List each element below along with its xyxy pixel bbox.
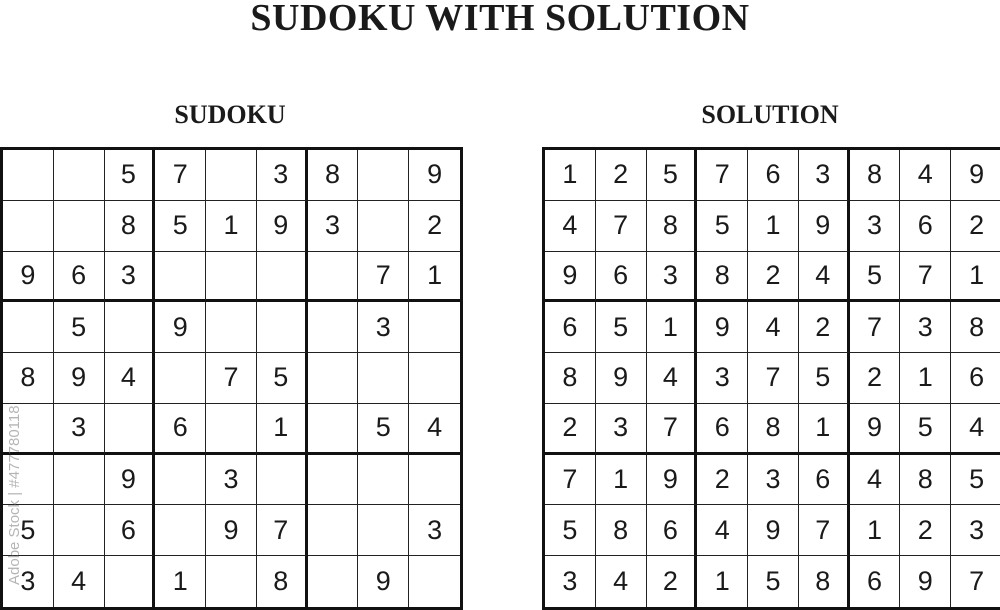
puzzle-cell-3-7: 3 [358,302,409,353]
puzzle-cell-8-2[interactable] [105,556,156,607]
puzzle-cell-7-8: 3 [409,505,460,556]
solution-cell-7-0: 5 [545,505,596,556]
puzzle-cell-3-2[interactable] [105,302,156,353]
puzzle-cell-3-5[interactable] [257,302,308,353]
puzzle-cell-6-0[interactable] [3,455,54,506]
puzzle-cell-6-3[interactable] [155,455,206,506]
puzzle-cell-1-5: 9 [257,201,308,252]
solution-cell-3-2: 1 [647,302,698,353]
solution-cell-7-6: 1 [850,505,901,556]
puzzle-cell-4-7[interactable] [358,353,409,404]
puzzle-cell-4-6[interactable] [308,353,359,404]
solution-cell-7-7: 2 [900,505,951,556]
puzzle-cell-8-7: 9 [358,556,409,607]
solution-cell-6-0: 7 [545,455,596,506]
solution-cell-1-0: 4 [545,201,596,252]
puzzle-cell-1-8: 2 [409,201,460,252]
puzzle-cell-7-7[interactable] [358,505,409,556]
solution-cell-5-1: 3 [596,404,647,455]
solution-cell-8-1: 4 [596,556,647,607]
solution-cell-1-7: 6 [900,201,951,252]
solution-cell-4-0: 8 [545,353,596,404]
puzzle-cell-6-2: 9 [105,455,156,506]
solution-cell-3-0: 6 [545,302,596,353]
solution-cell-8-4: 5 [748,556,799,607]
puzzle-cell-4-5: 5 [257,353,308,404]
puzzle-cell-2-3[interactable] [155,252,206,303]
solution-cell-3-3: 9 [697,302,748,353]
puzzle-cell-2-4[interactable] [206,252,257,303]
solution-cell-6-4: 3 [748,455,799,506]
solution-cell-4-2: 4 [647,353,698,404]
puzzle-cell-0-3: 7 [155,150,206,201]
solution-cell-3-5: 2 [799,302,850,353]
solution-cell-3-4: 4 [748,302,799,353]
solution-cell-7-5: 7 [799,505,850,556]
puzzle-cell-8-3: 1 [155,556,206,607]
puzzle-cell-1-7[interactable] [358,201,409,252]
solution-cell-2-5: 4 [799,252,850,303]
puzzle-cell-8-4[interactable] [206,556,257,607]
solution-cell-8-2: 2 [647,556,698,607]
puzzle-cell-0-6: 8 [308,150,359,201]
solution-cell-1-2: 8 [647,201,698,252]
solution-cell-2-7: 7 [900,252,951,303]
puzzle-cell-5-7: 5 [358,404,409,455]
puzzle-cell-3-1: 5 [54,302,105,353]
solution-cell-6-5: 6 [799,455,850,506]
puzzle-cell-3-0[interactable] [3,302,54,353]
solution-cell-7-8: 3 [951,505,1000,556]
solution-cell-8-0: 3 [545,556,596,607]
puzzle-cell-6-5[interactable] [257,455,308,506]
puzzle-cell-5-2[interactable] [105,404,156,455]
puzzle-grid [0,147,463,610]
solution-cell-2-4: 2 [748,252,799,303]
puzzle-cell-0-1[interactable] [54,150,105,201]
puzzle-cell-7-0: 5 [3,505,54,556]
puzzle-cell-0-0[interactable] [3,150,54,201]
solution-cell-4-7: 1 [900,353,951,404]
solution-cell-5-5: 1 [799,404,850,455]
puzzle-cell-7-3[interactable] [155,505,206,556]
solution-cell-1-1: 7 [596,201,647,252]
solution-cell-5-8: 4 [951,404,1000,455]
solution-cell-5-0: 2 [545,404,596,455]
solution-cell-0-5: 3 [799,150,850,201]
puzzle-cell-3-8[interactable] [409,302,460,353]
solution-cell-8-8: 7 [969,566,985,597]
solution-cell-7-4: 9 [748,505,799,556]
solution-title: SOLUTION [701,100,839,129]
solution-cell-2-3: 8 [697,252,748,303]
puzzle-cell-8-1: 4 [54,556,105,607]
puzzle-cell-6-8[interactable] [409,455,460,506]
puzzle-cell-4-3[interactable] [155,353,206,404]
solution-cell-4-1: 9 [596,353,647,404]
puzzle-cell-7-2: 6 [105,505,156,556]
puzzle-cell-3-4[interactable] [206,302,257,353]
solution-cell-7-2: 6 [647,505,698,556]
solution-cell-3-8: 8 [951,302,1000,353]
solution-cell-8-3: 1 [697,556,748,607]
solution-cell-6-3: 2 [697,455,748,506]
puzzle-cell-5-5: 1 [257,404,308,455]
solution-cell-2-8: 1 [951,252,1000,303]
puzzle-cell-0-7[interactable] [358,150,409,201]
solution-cell-8-6: 6 [850,556,901,607]
solution-cell-0-6: 8 [850,150,901,201]
puzzle-cell-1-1[interactable] [54,201,105,252]
solution-cell-0-1: 2 [596,150,647,201]
puzzle-cell-6-6[interactable] [308,455,359,506]
solution-cell-1-5: 9 [799,201,850,252]
puzzle-cell-2-1: 6 [54,252,105,303]
solution-cell-0-8: 9 [951,150,1000,201]
puzzle-cell-4-4: 7 [206,353,257,404]
stock-watermark: Adobe Stock | #477780118 [6,405,23,585]
puzzle-cell-2-0: 9 [3,252,54,303]
puzzle-cell-7-1[interactable] [54,505,105,556]
puzzle-cell-0-2: 5 [105,150,156,201]
puzzle-cell-0-5: 3 [257,150,308,201]
puzzle-cell-8-8[interactable] [409,556,460,607]
puzzle-cell-7-5: 7 [257,505,308,556]
puzzle-cell-1-3: 5 [155,201,206,252]
solution-cell-5-7: 5 [900,404,951,455]
solution-cell-2-0: 9 [545,252,596,303]
puzzle-cell-5-6[interactable] [308,404,359,455]
solution-cell-6-6: 4 [850,455,901,506]
solution-cell-6-8: 5 [951,455,1000,506]
puzzle-cell-5-0[interactable] [3,404,54,455]
puzzle-cell-5-1: 3 [54,404,105,455]
solution-grid [542,147,1000,610]
solution-cell-0-7: 4 [900,150,951,201]
solution-cell-0-2: 5 [647,150,698,201]
solution-cell-4-3: 3 [697,353,748,404]
puzzle-cell-2-8: 1 [409,252,460,303]
puzzle-cell-1-4: 1 [206,201,257,252]
solution-cell-2-1: 6 [596,252,647,303]
puzzle-cell-6-4: 3 [206,455,257,506]
solution-cell-4-8: 6 [951,353,1000,404]
page-title: SUDOKU WITH SOLUTION [250,0,750,39]
solution-cell-0-3: 7 [697,150,748,201]
solution-cell-0-4: 6 [748,150,799,201]
solution-cell-5-6: 9 [850,404,901,455]
puzzle-cell-2-6[interactable] [308,252,359,303]
solution-cell-5-3: 6 [697,404,748,455]
puzzle-cell-6-1[interactable] [54,455,105,506]
puzzle-cell-4-1: 9 [54,353,105,404]
puzzle-cell-2-5[interactable] [257,252,308,303]
solution-cell-1-8: 2 [951,201,1000,252]
puzzle-cell-1-2: 8 [105,201,156,252]
puzzle-cell-5-4[interactable] [206,404,257,455]
solution-cell-2-2: 3 [647,252,698,303]
puzzle-cell-4-0: 8 [3,353,54,404]
puzzle-cell-8-5: 8 [257,556,308,607]
puzzle-cell-7-6[interactable] [308,505,359,556]
puzzle-cell-5-8: 4 [409,404,460,455]
solution-cell-4-6: 2 [850,353,901,404]
solution-cell-6-1: 1 [596,455,647,506]
solution-cell-7-1: 8 [596,505,647,556]
solution-cell-5-2: 7 [647,404,698,455]
solution-cell-1-6: 3 [850,201,901,252]
solution-cell-1-3: 5 [697,201,748,252]
puzzle-cell-4-2: 4 [105,353,156,404]
solution-cell-6-2: 9 [647,455,698,506]
solution-cell-7-3: 4 [697,505,748,556]
solution-cell-4-4: 7 [748,353,799,404]
solution-cell-3-7: 3 [900,302,951,353]
solution-cell-6-7: 8 [900,455,951,506]
solution-cell-5-4: 8 [748,404,799,455]
puzzle-cell-3-6[interactable] [308,302,359,353]
puzzle-cell-2-7: 7 [358,252,409,303]
puzzle-cell-3-3: 9 [155,302,206,353]
solution-cell-0-0: 1 [545,150,596,201]
puzzle-cell-1-6: 3 [308,201,359,252]
solution-cell-4-5: 5 [799,353,850,404]
solution-cell-3-1: 5 [596,302,647,353]
solution-cell-8-7: 9 [900,556,951,607]
puzzle-cell-5-3: 6 [155,404,206,455]
puzzle-cell-2-2: 3 [105,252,156,303]
puzzle-cell-6-7[interactable] [358,455,409,506]
puzzle-cell-0-8: 9 [409,150,460,201]
solution-cell-1-4: 1 [748,201,799,252]
puzzle-cell-7-4: 9 [206,505,257,556]
solution-cell-8-5: 8 [799,556,850,607]
solution-cell-3-6: 7 [850,302,901,353]
solution-cell-2-6: 5 [850,252,901,303]
puzzle-cell-8-6[interactable] [308,556,359,607]
puzzle-cell-4-8[interactable] [409,353,460,404]
puzzle-cell-1-0[interactable] [3,201,54,252]
puzzle-cell-8-0: 3 [3,556,54,607]
puzzle-cell-0-4[interactable] [206,150,257,201]
puzzle-title: SUDOKU [174,100,286,129]
